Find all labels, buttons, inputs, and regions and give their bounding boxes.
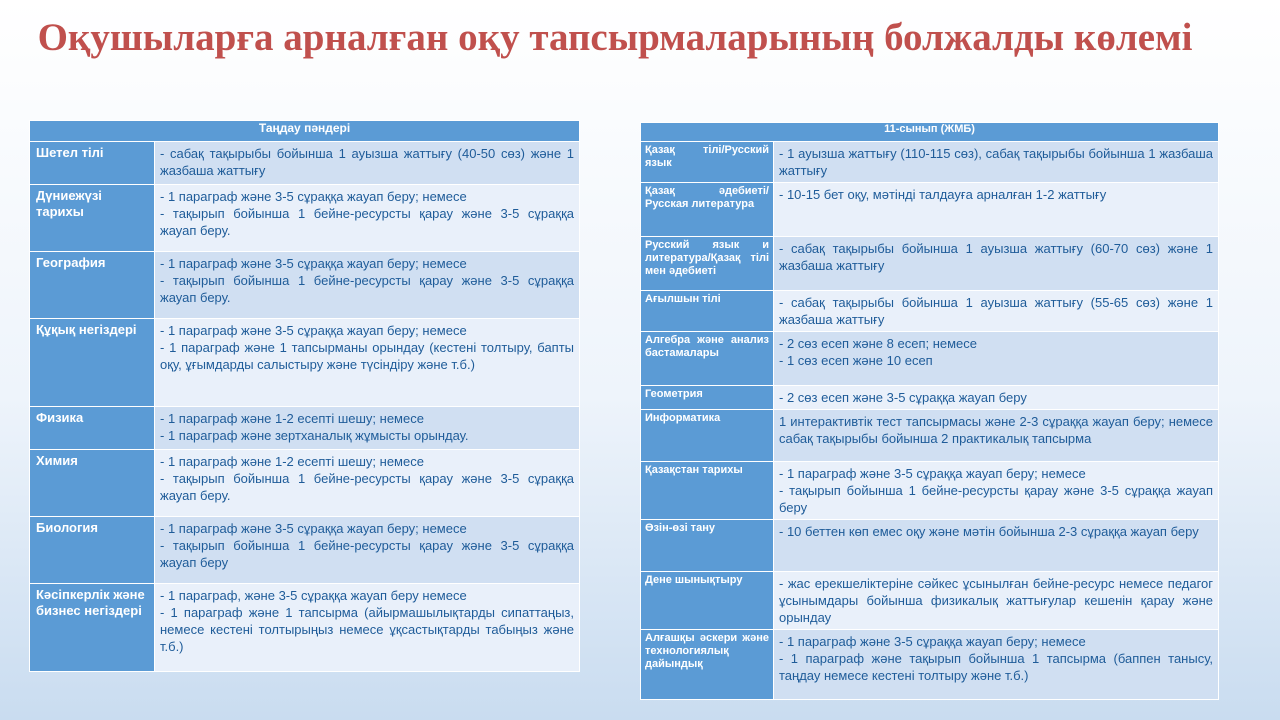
task-description — [155, 517, 580, 584]
table-row — [30, 450, 580, 517]
task-line: - 1 параграф және 1-2 есепті шешу; немесе — [160, 454, 424, 469]
task-line: - сабақ тақырыбы бойынша 1 ауызша жаттығу (60-70 сөз) және 1 жазбаша жаттығу — [779, 241, 1214, 273]
subject-name: Русский язык и литература/Қазақ тілі мен әдебиеті — [641, 237, 774, 291]
page-title: Оқушыларға арналған оқу тапсырмаларының болжалды көлемі — [37, 16, 1193, 59]
task-line: - тақырып бойынша 1 бейне-ресурсты қарау және 3-5 сұраққа жауап беру. — [160, 273, 575, 305]
table-row — [641, 572, 1219, 630]
task-line: - 1 параграф және тақырып бойынша 1 тапсырма (баппен танысу, таңдау немесе кестені толтыру және т.б.) — [779, 651, 1214, 683]
task-description — [155, 185, 580, 252]
task-line: - 2 сөз есеп және 8 есеп; немесе — [779, 336, 978, 351]
task-line: - 1 параграф және 1 тапсырманы орындау (кестені толтыру, бапты оқу, ұғымдарды салыстыру және түсіндіру және т.б.) — [160, 340, 575, 372]
task-line: - 1 параграф, және 3-5 сұраққа жауап беру немесе — [160, 588, 467, 603]
subject-name: Шетел тілі — [30, 142, 155, 185]
table-header: 11-сынып (ЖМБ) — [641, 123, 1219, 142]
task-description — [155, 584, 580, 672]
task-line: - тақырып бойынша 1 бейне-ресурсты қарау және 3-5 сұраққа жауап беру. — [160, 206, 575, 238]
table-header: Таңдау пәндері — [30, 121, 580, 142]
subject-name: Биология — [30, 517, 155, 584]
subject-name: Алгебра және анализ бастамалары — [641, 332, 774, 386]
subject-name: Құқық негіздері — [30, 319, 155, 407]
task-line: - 1 параграф және 3-5 сұраққа жауап беру; немесе — [160, 189, 467, 204]
task-line: - 2 сөз есеп және 3-5 сұраққа жауап беру — [779, 390, 1027, 405]
task-description — [155, 142, 580, 185]
task-description — [774, 520, 1219, 572]
task-description — [774, 462, 1219, 520]
subject-name: Геометрия — [641, 386, 774, 410]
task-line: - сабақ тақырыбы бойынша 1 ауызша жаттығу (40-50 сөз) және 1 жазбаша жаттығу — [160, 146, 575, 178]
table-row — [641, 462, 1219, 520]
task-line: - 1 параграф және 3-5 сұраққа жауап беру; немесе — [160, 256, 467, 271]
task-line: - 1 параграф және 3-5 сұраққа жауап беру; немесе — [160, 323, 467, 338]
task-description — [774, 142, 1219, 183]
table-row — [641, 520, 1219, 572]
task-line: - 1 сөз есеп және 10 есеп — [779, 353, 933, 368]
task-description — [774, 572, 1219, 630]
grade-11-subjects-table — [640, 122, 1219, 700]
subject-name: Өзін-өзі тану — [641, 520, 774, 572]
table-row — [30, 185, 580, 252]
task-description — [774, 410, 1219, 462]
task-line: - тақырып бойынша 1 бейне-ресурсты қарау және 3-5 сұраққа жауап беру — [779, 483, 1214, 515]
task-description — [774, 386, 1219, 410]
subject-name: Қазақстан тарихы — [641, 462, 774, 520]
task-description — [155, 252, 580, 319]
subject-name: Химия — [30, 450, 155, 517]
subject-name: Алғашқы әскери және технологиялық дайындық — [641, 630, 774, 700]
task-line: - 1 параграф және 1-2 есепті шешу; немесе — [160, 411, 424, 426]
task-description — [774, 332, 1219, 386]
task-line: - 1 ауызша жаттығу (110-115 сөз), сабақ тақырыбы бойынша 1 жазбаша жаттығу — [779, 146, 1214, 178]
table-row — [30, 517, 580, 584]
table-row — [30, 407, 580, 450]
task-description — [155, 450, 580, 517]
table-row — [641, 332, 1219, 386]
task-line: - 10-15 бет оқу, мәтінді талдауға арналған 1-2 жаттығу — [779, 187, 1107, 202]
task-line: - 1 параграф және зертханалық жұмысты орындау. — [160, 428, 469, 443]
subject-name: Қазақ әдебиеті/Русская литература — [641, 183, 774, 237]
task-line: 1 интерактивтік тест тапсырмасы және 2-3 сұраққа жауап беру; немесе сабақ тақырыбы бойынша 2 практикалық тапсырма — [779, 414, 1214, 446]
task-line: - тақырып бойынша 1 бейне-ресурсты қарау және 3-5 сұраққа жауап беру. — [160, 471, 575, 503]
task-line: - тақырып бойынша 1 бейне-ресурсты қарау және 3-5 сұраққа жауап беру — [160, 538, 575, 570]
table-row — [30, 584, 580, 672]
subject-name: Информатика — [641, 410, 774, 462]
task-description — [774, 237, 1219, 291]
table-row — [30, 142, 580, 185]
table-row — [30, 252, 580, 319]
table-row — [641, 386, 1219, 410]
task-description — [155, 407, 580, 450]
task-description — [774, 183, 1219, 237]
task-description — [774, 630, 1219, 700]
table-row — [641, 291, 1219, 332]
table-row — [641, 630, 1219, 700]
task-line: - 1 параграф және 3-5 сұраққа жауап беру; немесе — [779, 634, 1086, 649]
subject-name: Кәсіпкерлік және бизнес негіздері — [30, 584, 155, 672]
elective-subjects-table — [29, 120, 580, 672]
task-description — [774, 291, 1219, 332]
table-row — [641, 410, 1219, 462]
subject-name: Дүниежүзі тарихы — [30, 185, 155, 252]
task-line: - 1 параграф және 3-5 сұраққа жауап беру; немесе — [779, 466, 1086, 481]
task-description — [155, 319, 580, 407]
subject-name: Физика — [30, 407, 155, 450]
subject-name: Қазақ тілі/Русский язык — [641, 142, 774, 183]
table-row — [641, 142, 1219, 183]
table-row — [641, 183, 1219, 237]
task-line: - жас ерекшеліктеріне сәйкес ұсынылған бейне-ресурс немесе педагог ұсынымдары бойынша физикалық жаттығулар кешенін қарау және орындау — [779, 576, 1214, 625]
table-row — [641, 237, 1219, 291]
subject-name: География — [30, 252, 155, 319]
subject-name: Дене шынықтыру — [641, 572, 774, 630]
task-line: - 10 беттен көп емес оқу және мәтін бойынша 2-3 сұраққа жауап беру — [779, 524, 1199, 539]
task-line: - сабақ тақырыбы бойынша 1 ауызша жаттығу (55-65 сөз) және 1 жазбаша жаттығу — [779, 295, 1214, 327]
subject-name: Ағылшын тілі — [641, 291, 774, 332]
task-line: - 1 параграф және 3-5 сұраққа жауап беру; немесе — [160, 521, 467, 536]
task-line: - 1 параграф және 1 тапсырма (айырмашылықтарды сипаттаңыз, немесе кестені толтырыңыз немесе ұқсастықтарды табыңыз және т.б.) — [160, 605, 575, 654]
table-row — [30, 319, 580, 407]
